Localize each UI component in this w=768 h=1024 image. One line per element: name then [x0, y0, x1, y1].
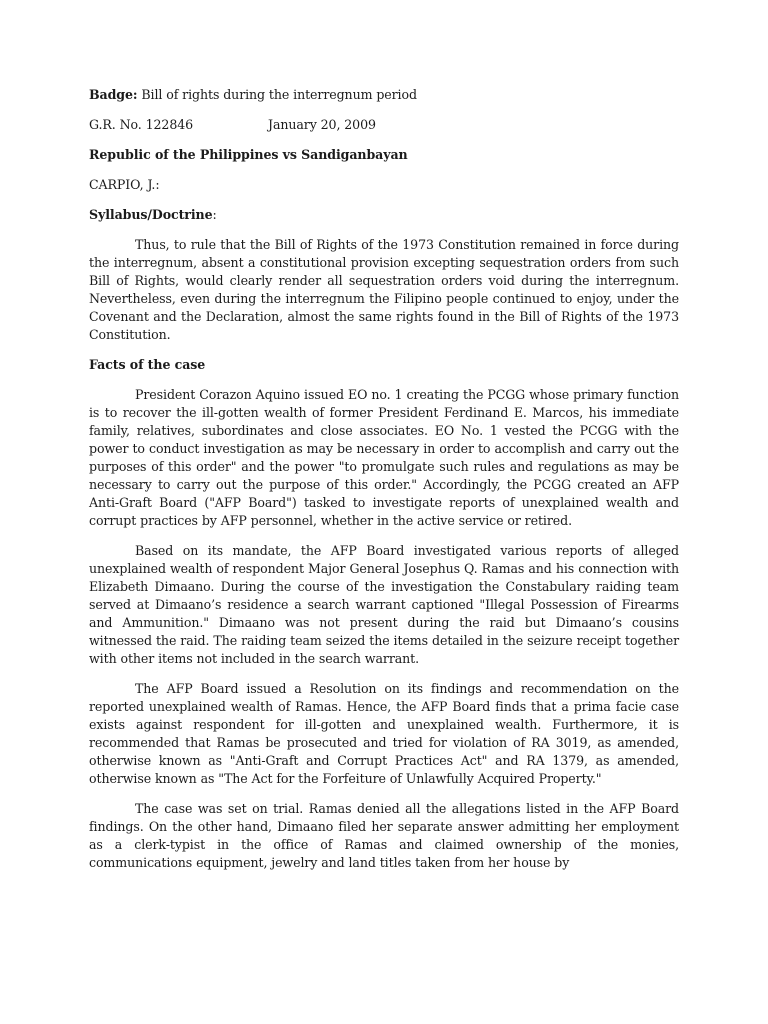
facts-paragraph: Based on its mandate, the AFP Board investigated various reports of alleged unexplained wealth of respondent Major General Josephus Q. Ramas and his connection with Elizabeth Dimaano. During the course of the investigation the Constabulary raiding team served at Dimaano’s residence a search warrant captioned "Illegal Possession of Firearms and Ammunition." Dimaano was not present during the raid but Dimaano’s cousins witnessed the raid. The raiding team seized the items detailed in the seizure receipt together with other items not included in the search warrant. — [89, 543, 679, 666]
badge-label: Badge: — [89, 87, 138, 102]
document-page — [89, 86, 679, 872]
decision-date: January 20, 2009 — [268, 117, 376, 132]
facts-paragraph: The case was set on trial. Ramas denied all the allegations listed in the AFP Board findings. On the other hand, Dimaano filed her separate answer admitting her employment as a clerk-typist in the office of Ramas and claimed ownership of the monies, communications equipment, jewelry and land titles taken from her house by — [89, 801, 679, 870]
syllabus-heading: Syllabus/Doctrine — [89, 207, 213, 222]
syllabus-heading-colon: : — [212, 207, 217, 222]
case-reference-line — [89, 116, 679, 134]
facts-heading: Facts of the case — [89, 357, 206, 372]
badge-text: Bill of rights during the interregnum period — [137, 87, 417, 102]
facts-paragraph: President Corazon Aquino issued EO no. 1 creating the PCGG whose primary function is to recover the ill-gotten wealth of former President Ferdinand E. Marcos, his immediate family, relatives, subordinates and close associates. EO No. 1 vested the PCGG with the power to conduct investigation as may be necessary in order to accomplish and carry out the purposes of this order" and the power "to promulgate such rules and regulations as may be necessary to carry out the purpose of this order." Accordingly, the PCGG created an AFP Anti-Graft Board ("AFP Board") tasked to investigate reports of unexplained wealth and corrupt practices by AFP personnel, whether in the active service or retired. — [89, 387, 679, 528]
ponente: CARPIO, J.: — [89, 177, 160, 192]
syllabus-paragraph: Thus, to rule that the Bill of Rights of the 1973 Constitution remained in force during the interregnum, absent a constitutional provision excepting sequestration orders from such Bill of Rights, would clearly render all sequestration orders void during the interregnum. Nevertheless, even during the interregnum the Filipino people continued to enjoy, under the Covenant and the Declaration, almost the same rights found in the Bill of Rights of the 1973 Constitution. — [89, 237, 679, 342]
badge-line — [89, 86, 679, 104]
gr-number: G.R. No. 122846 — [89, 117, 194, 132]
facts-paragraph: The AFP Board issued a Resolution on its findings and recommendation on the reported unexplained wealth of Ramas. Hence, the AFP Board finds that a prima facie case exists against respondent for ill-gotten and unexplained wealth. Furthermore, it is recommended that Ramas be prosecuted and tried for violation of RA 3019, as amended, otherwise known as "Anti-Graft and Corrupt Practices Act" and RA 1379, as amended, otherwise known as "The Act for the Forfeiture of Unlawfully Acquired Property." — [89, 681, 679, 786]
syllabus-heading-line — [89, 206, 679, 224]
case-title: Republic of the Philippines vs Sandiganbayan — [89, 147, 408, 162]
